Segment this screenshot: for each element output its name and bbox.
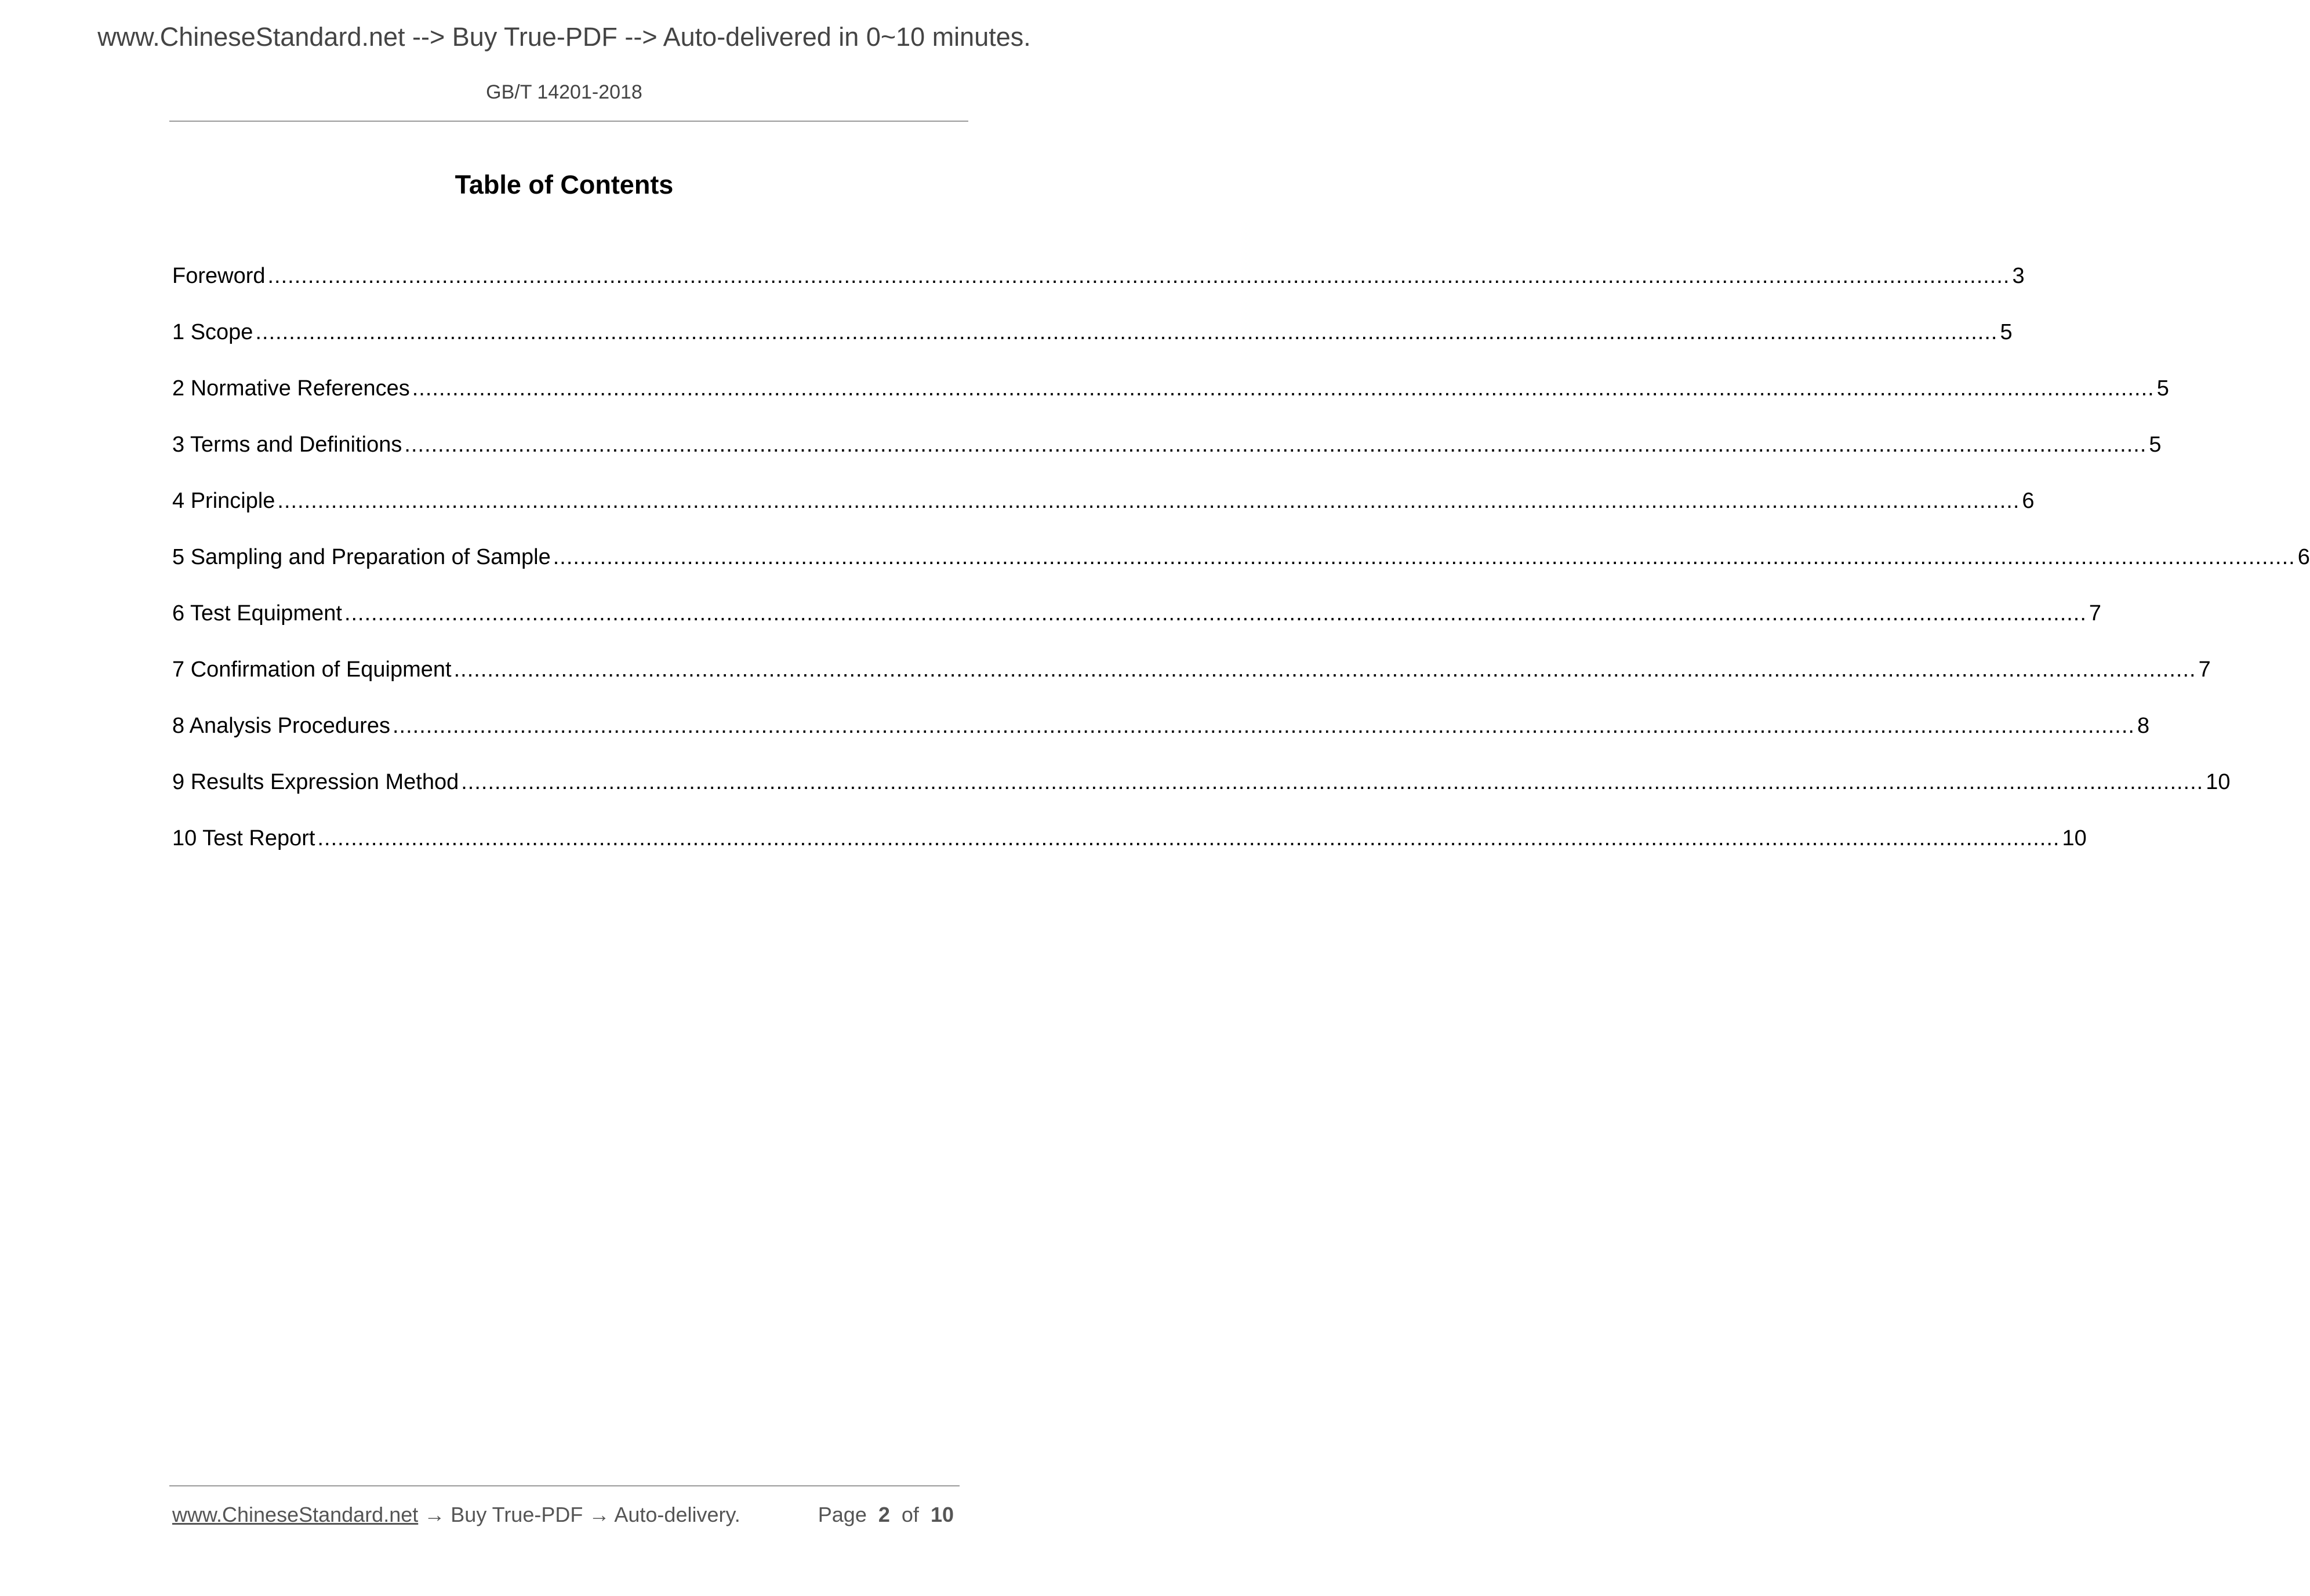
toc-entry-label: 9 Results Expression Method: [172, 770, 459, 794]
toc-entry-label: Foreword: [172, 264, 266, 288]
toc-entry-principle[interactable]: [172, 489, 2035, 545]
page-current: 2: [878, 1503, 890, 1526]
toc-title: Table of Contents: [455, 170, 674, 199]
footer-divider: [169, 1485, 960, 1486]
toc-leader-dots: ....................................................................................................................................................................................................................................................................: [317, 826, 2060, 850]
toc-leader-dots: ....................................................................................................................................................................................................................................................................: [453, 657, 2196, 682]
toc-entry-label: 1 Scope: [172, 320, 253, 344]
toc-entry-page: 10: [2062, 826, 2087, 850]
toc-entry-terms-and-definitions[interactable]: [172, 432, 2162, 489]
toc-entry-analysis-procedures[interactable]: [172, 714, 2150, 770]
toc-entry-page: 7: [2089, 601, 2102, 626]
toc-entry-label: 2 Normative References: [172, 376, 410, 401]
toc-entry-label: 5 Sampling and Preparation of Sample: [172, 545, 551, 569]
toc-entry-label: 3 Terms and Definitions: [172, 432, 402, 457]
toc-leader-dots: ....................................................................................................................................................................................................................................................................: [553, 545, 2296, 569]
toc-entry-page: 10: [2206, 770, 2231, 794]
page-label: Page: [818, 1503, 867, 1526]
toc-entry-results-expression[interactable]: [172, 770, 2231, 826]
footer-promo: [172, 1503, 740, 1527]
footer-site-link[interactable]: www.ChineseStandard.net: [172, 1503, 419, 1526]
toc-entry-label: 4 Principle: [172, 489, 275, 513]
header-divider: [169, 121, 968, 122]
toc-entry-page: 5: [2000, 320, 2013, 344]
toc-entry-page: 6: [2297, 545, 2310, 569]
toc-entry-foreword[interactable]: [172, 264, 2025, 320]
toc-entry-label: 7 Confirmation of Equipment: [172, 657, 452, 682]
toc-leader-dots: ....................................................................................................................................................................................................................................................................: [412, 376, 2155, 401]
toc-entry-label: 8 Analysis Procedures: [172, 714, 390, 738]
document-code: GB/T 14201-2018: [486, 81, 642, 103]
toc-leader-dots: ....................................................................................................................................................................................................................................................................: [255, 320, 1998, 344]
toc-leader-dots: ....................................................................................................................................................................................................................................................................: [277, 489, 2020, 513]
toc-entry-scope[interactable]: [172, 320, 2013, 376]
toc-entry-label: 6 Test Equipment: [172, 601, 342, 626]
top-banner: www.ChineseStandard.net --> Buy True-PDF --> Auto-delivered in 0~10 minutes.: [97, 22, 1031, 52]
toc-leader-dots: ....................................................................................................................................................................................................................................................................: [392, 714, 2135, 738]
toc-entry-confirmation[interactable]: [172, 657, 2211, 714]
arrow-right-icon: →: [424, 1503, 445, 1526]
page-of-label: of: [901, 1503, 919, 1526]
footer-delivery-text: Auto-delivery.: [614, 1503, 740, 1526]
toc-entry-test-equipment[interactable]: [172, 601, 2102, 657]
toc-entry-sampling[interactable]: [172, 545, 2310, 601]
toc-entry-page: 6: [2022, 489, 2035, 513]
toc-entry-page: 3: [2012, 264, 2025, 288]
toc-entry-test-report[interactable]: [172, 826, 2087, 882]
toc-entry-normative-references[interactable]: [172, 376, 2169, 432]
toc-leader-dots: ....................................................................................................................................................................................................................................................................: [267, 264, 2010, 288]
toc-entry-page: 5: [2156, 376, 2169, 401]
arrow-right-icon: →: [589, 1503, 610, 1526]
toc-leader-dots: ....................................................................................................................................................................................................................................................................: [344, 601, 2087, 626]
toc-leader-dots: ....................................................................................................................................................................................................................................................................: [404, 432, 2147, 457]
toc-list: [172, 264, 2310, 882]
toc-entry-page: 5: [2149, 432, 2162, 457]
toc-entry-page: 8: [2137, 714, 2150, 738]
toc-entry-label: 10 Test Report: [172, 826, 315, 850]
footer-buy-text: Buy True-PDF: [451, 1503, 583, 1526]
page-total: 10: [930, 1503, 954, 1526]
toc-leader-dots: ....................................................................................................................................................................................................................................................................: [461, 770, 2204, 794]
toc-entry-page: 7: [2198, 657, 2211, 682]
page-indicator: [818, 1503, 954, 1527]
